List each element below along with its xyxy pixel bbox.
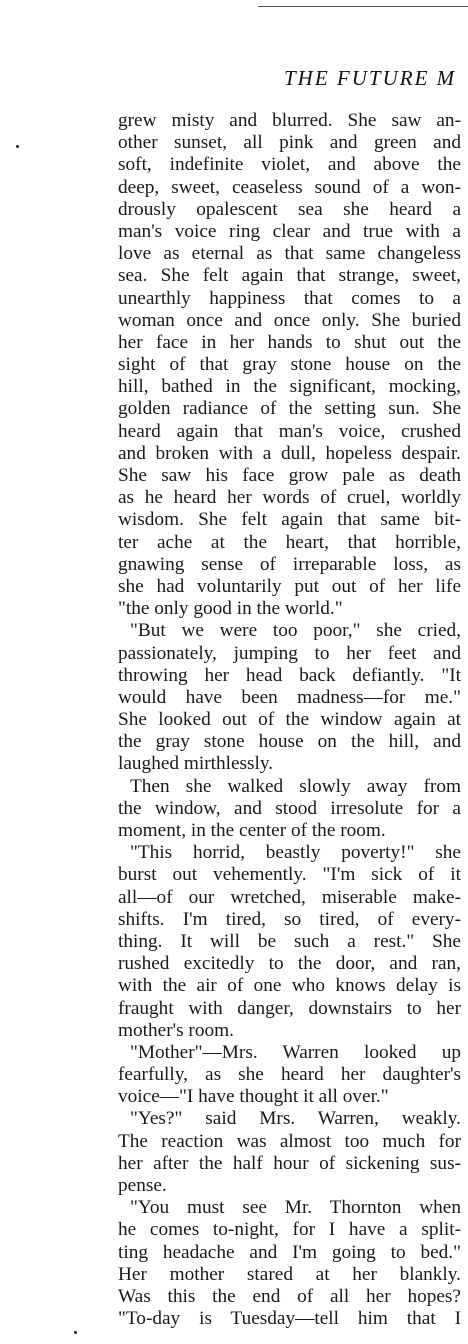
text-line: She saw his face grow pale as death xyxy=(118,465,461,486)
text-line: Was this the end of all her hopes? xyxy=(118,1285,461,1307)
text-line: she had voluntarily put out of her life xyxy=(118,575,461,597)
text-line: unearthly happiness that comes to a xyxy=(118,287,461,309)
text-line: ter ache at the heart, that horrible, xyxy=(118,531,461,553)
text-line: soft, indefinite violet, and above the xyxy=(118,154,461,176)
text-line: as he heard her words of cruel, worldly xyxy=(118,487,461,509)
text-line: "the only good in the world." xyxy=(118,598,343,620)
text-line: pense. xyxy=(118,1175,167,1196)
text-line: other sunset, all pink and green and xyxy=(118,132,461,154)
margin-speck xyxy=(16,145,19,148)
text-line: laughed mirthlessly. xyxy=(118,753,274,775)
margin-speck xyxy=(74,1331,77,1334)
text-line: thing. It will be such a rest." She xyxy=(118,930,461,952)
text-line: golden radiance of the setting sun. She xyxy=(118,398,461,420)
text-line: hill, bathed in the significant, mocking, xyxy=(118,376,461,398)
text-line: and broken with a dull, hopeless despair. xyxy=(118,442,461,464)
text-line: Then she walked slowly away from xyxy=(130,775,461,797)
text-line: shifts. I'm tired, so tired, of every- xyxy=(118,908,461,930)
text-line: She looked out of the window again at xyxy=(118,709,461,731)
text-line: sea. She felt again that strange, sweet, xyxy=(118,265,461,287)
text-line: sight of that gray stone house on the xyxy=(118,354,461,376)
text-line: the window, and stood irresolute for a xyxy=(118,797,461,819)
text-line: voice—"I have thought it all over." xyxy=(118,1086,389,1108)
text-line: Her mother stared at her blankly. xyxy=(118,1263,461,1285)
text-line: heard again that man's voice, crushed xyxy=(118,420,461,442)
text-line: love as eternal as that same changeless xyxy=(118,243,461,265)
text-line: mother's room. xyxy=(118,1019,234,1041)
text-line: fraught with danger, downstairs to her xyxy=(118,997,461,1019)
text-line: The reaction was almost too much for xyxy=(118,1130,461,1152)
text-column xyxy=(118,110,461,1330)
text-line: woman once and once only. She buried xyxy=(118,309,461,331)
text-line: man's voice ring clear and true with a xyxy=(118,220,461,242)
text-line: gnawing sense of irreparable loss, as xyxy=(118,553,461,575)
text-line: "But we were too poor," she cried, xyxy=(130,620,461,642)
text-line: all—of our wretched, miserable make- xyxy=(118,886,461,908)
text-line: the gray stone house on the hill, and xyxy=(118,731,461,753)
text-line: throwing her head back defiantly. "It xyxy=(118,664,461,686)
text-line: "Yes?" said Mrs. Warren, weakly. xyxy=(130,1108,461,1130)
text-line: her face in her hands to shut out the xyxy=(118,331,461,353)
text-line: rushed excitedly to the door, and ran, xyxy=(118,953,461,975)
text-line: moment, in the center of the room. xyxy=(118,820,386,841)
text-line: deep, sweet, ceaseless sound of a won- xyxy=(118,176,461,198)
text-line: grew misty and blurred. She saw an- xyxy=(118,110,461,131)
text-line: her after the half hour of sickening sus- xyxy=(118,1152,461,1174)
text-line: wisdom. She felt again that same bit- xyxy=(118,509,461,531)
text-line: ting headache and I'm going to bed." xyxy=(118,1241,461,1263)
text-line: drously opalescent sea she heard a xyxy=(118,198,461,220)
running-head: THE FUTURE M xyxy=(284,66,457,90)
text-line: would have been madness—for me." xyxy=(118,686,461,708)
top-rule xyxy=(258,6,468,7)
text-line: "To-day is Tuesday—tell him that I xyxy=(118,1308,461,1330)
text-line: burst out vehemently. "I'm sick of it xyxy=(118,864,461,886)
text-line: "This horrid, beastly poverty!" she xyxy=(130,842,461,864)
text-line: "You must see Mr. Thornton when xyxy=(130,1197,461,1219)
text-line: he comes to-night, for I have a split- xyxy=(118,1219,461,1241)
text-line: passionately, jumping to her feet and xyxy=(118,642,461,664)
text-line: with the air of one who knows delay is xyxy=(118,975,461,997)
text-line: "Mother"—Mrs. Warren looked up xyxy=(130,1041,461,1063)
text-line: fearfully, as she heard her daughter's xyxy=(118,1064,461,1086)
